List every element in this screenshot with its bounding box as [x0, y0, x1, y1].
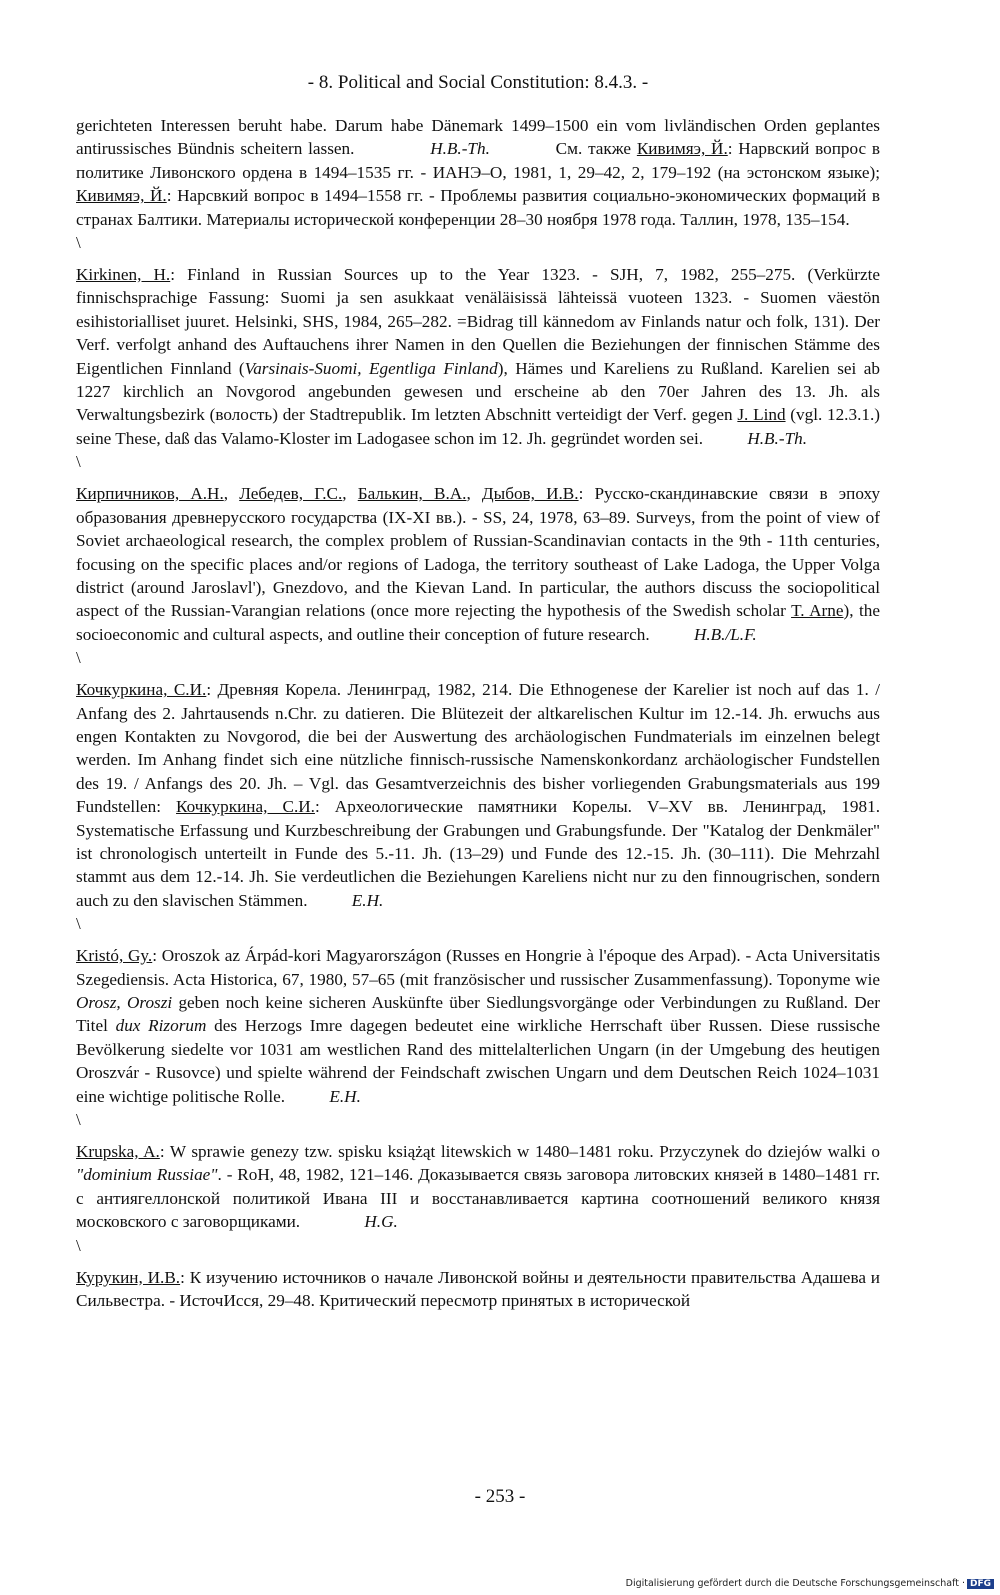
- separator: \: [76, 452, 81, 472]
- separator: \: [76, 648, 81, 668]
- author: Krupska, A.: [76, 1142, 160, 1162]
- page-body: [76, 72, 880, 1312]
- dfg-credit: Digitalisierung gefördert durch die Deutsche Forschungsgemeinschaft · DFG: [626, 1578, 994, 1589]
- entry-krupska: Krupska, A.: W sprawie genezy tzw. spisku książąt litewskich w 1480–1481 roku. Przyczynek do dziejów walki o "dominium Russiae". - RoH, 48, 1982, 121–146. Доказывается связь заговора литовских князей в 1480–1481 гг. с антиягеллонской политикой Ивана III и восстанавливается картина соотношений великого князя московского с заговорщиками. H.G.: [76, 1142, 880, 1232]
- entry-continuation: gerichteten Interessen beruht habe. Darum habe Dänemark 1499–1500 ein vom livländischen Orden geplantes antirussisches Bündnis scheitern lassen. H.B.-Th. См. также Кивимяэ, Й.: Нарвский вопрос в политике Ливонского ордена в 1494–1535 гг. - ИАНЭ–О, 1981, 1, 29–42, 2, 179–192 (на эстонском языке); Кивимяэ, Й.: Нарсвкий вопрос в 1494–1558 гг. - Проблемы развития социально-экономических формаций в странах Балтики. Материалы исторической конференции 28–30 ноября 1978 года. Таллин, 1978, 135–154.: [76, 116, 881, 229]
- page-number: - 253 -: [474, 1486, 526, 1507]
- author: Балькин, В.А.: [357, 484, 467, 504]
- separator: \: [76, 1235, 81, 1255]
- entry-kristo: Kristó, Gy.: Oroszok az Árpád-kori Magyarországon (Russes en Hongrie à l'époque des Arpad). - Acta Universitatis Szegediensis. Acta Historica, 67, 1980, 57–65 (mit französischer und russischer Zusammenfassung). Toponyme wie Orosz, Oroszi geben noch keine sicheren Auskünfte über Siedlungsvorgänge oder Verbindungen zu Rußland. Der Titel dux Rizorum des Herzogs Imre dagegen bedeutet eine wirkliche Herrschaft über Russen. Diese russische Bevölkerung siedelte vor 1031 am westlichen Rand des mittelalterlichen Ungarn (in der Umgebung des heutigen Oroszvár - Rusovce) und spielte während der Feindschaft zwischen Ungarn und dem Deutschen Reich 1024–1031 eine wichtige politische Rolle. E.H.: [76, 946, 881, 1106]
- entry-kochkurkina: Кочкуркина, С.И.: Древняя Корела. Ленинград, 1982, 214. Die Ethnogenese der Karelier ist noch auf das 1. / Anfang des 2. Jahrtausends n.Chr. zu datieren. Die Blütezeit der altkarelischen Kultur im 12.-14. Jh. erwuchs aus engen Kontakten zu Novgorod, die bei der Auswertung des archäologischen Fundmaterials im einzelnen belegt werden. Im Anhang findet sich eine nützliche finnisch-russische Namenskonkordanz archäologischer Fundstellen des 19. / Anfangs des 20. Jh. – Vgl. das Gesamtverzeichnis des bisher vorliegenden Grabungsmaterials aus 199 Fundstellen: Кочкуркина, С.И.: Археологические памятники Корелы. V–XV вв. Ленинград, 1981. Systematische Erfassung und Kurzbeschreibung der Grabungen und Grabungsfunde. Der "Katalog der Denkmäler" ist chronologisch unterteilt in Funde des 5.-11. Jh. (13–29) und Funde des 12.-15. Jh. (30–111). Die Mehrzahl stammt aus dem 12.-14. Jh. Sie verdeutlichen die Beziehungen Kareliens nicht nur zu den finnougrischen, sondern auch zu den slavischen Stämmen. E.H.: [76, 680, 880, 910]
- author: Kristó, Gy.: [76, 946, 153, 966]
- running-header: - 8. Political and Social Constitution: 8.4.3. -: [307, 72, 649, 93]
- entry-kurukin: Курукин, И.В.: К изучению источников о начале Ливонской войны и деятельности правительства Адашева и Сильвестра. - ИсточИсся, 29–48. Критический пересмотр принятых в исторической: [76, 1267, 880, 1311]
- author: Кирпичников, А.Н.: [76, 484, 224, 504]
- separator: \: [76, 1110, 81, 1130]
- author: Лебедев, Г.С.: [239, 484, 343, 504]
- author: Кивимяэ, Й.: [76, 186, 167, 206]
- author: Курукин, И.В.: [76, 1267, 181, 1287]
- dfg-logo: DFG: [967, 1579, 994, 1589]
- separator: \: [76, 914, 81, 934]
- author: Кочкуркина, С.И.: [76, 680, 207, 700]
- separator: \: [76, 233, 81, 253]
- author: Kirkinen, H.: [76, 265, 171, 285]
- entry-kirpichnikov: Кирпичников, А.Н., Лебедев, Г.С., Балькин, В.А., Дыбов, И.В.: Русско-скандинавские связи в эпоху образования древнерусского государства (IX-XI вв.). - SS, 24, 1978, 63–89. Surveys, from the point of view of Soviet archaeological research, the complex problem of Russian-Scandinavian contacts in the 9th - 11th centuries, focusing on the specific places and/or regions of Ladoga, the territory southeast of Lake Ladoga, the Upper Volga district (around Jaroslavl'), Gnezdovo, and the Kievan Land. In particular, the authors discuss the sociopolitical aspect of the Russian-Varangian relations (once more rejecting the hypothesis of the Swedish scholar T. Arne), the socioeconomic and cultural aspects, and outline their conception of future research. H.B./L.F.: [76, 484, 881, 644]
- entry-kirkinen: Kirkinen, H.: Finland in Russian Sources up to the Year 1323. - SJH, 7, 1982, 255–275. (Verkürzte finnischsprachige Fassung: Suomi ja sen asukkaat venäläisissä lähteissä vuoteen 1323. - Suomen väestön esihistorialliset juuret. Helsinki, SHS, 1984, 265–282. =Bidrag till kännedom av Finlands natur och folk, 131). Der Verf. verfolgt anhand des Auftauchens ihrer Namen in den Quellen die Beziehungen der finnischen Stämme des Eigentlichen Finnland (Varsinais-Suomi, Egentliga Finland), Hämes und Kareliens zu Rußland. Karelien sei ab 1227 kirchlich an Novgorod angebunden gewesen und erscheine ab den 70er Jahren des 13. Jh. als Verwaltungsbezirk (волость) der Stadtrepublik. Im letzten Abschnitt verteidigt der Verf. gegen J. Lind (vgl. 12.3.1.) seine These, daß das Valamo-Kloster im Ladogasee schon im 12. Jh. gegründet worden sei. H.B.-Th.: [76, 265, 880, 448]
- author: Кивимяэ, Й.: [636, 139, 728, 159]
- author: Дыбов, И.В.: [481, 484, 579, 504]
